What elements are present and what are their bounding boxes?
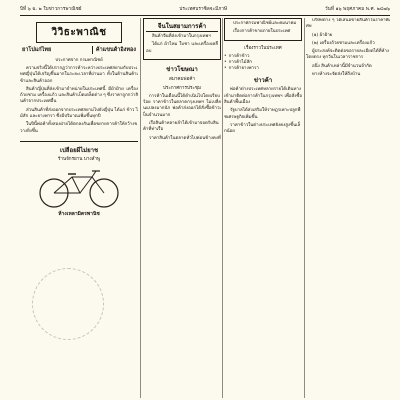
paragraph: ทางห้างจะจัดส่งให้ถึงบ้าน — [312, 72, 361, 78]
ad-subtitle: ร้านจักรยาน บางลำพู — [57, 156, 101, 162]
list-item: • การค้ายางพารา — [224, 66, 302, 72]
box-line: ประกาศกรมพาณิชย์และคมนาคม — [233, 21, 297, 26]
section-subtitle-2: ประกาศการประชุม — [163, 85, 201, 91]
header-rule — [20, 15, 390, 16]
column-divider — [222, 18, 223, 398]
paragraph: บริษัทต่าง ๆ ได้เสนอขายสินค้าในราคาพิเศษ — [306, 18, 390, 30]
paragraph: ส่วนสินค้าที่ส่งออกจากประเทศสยามไปยังญี่ปุ่น ได้แก่ ข้าว ไม้สัก และยางพารา ซึ่งมีปริมาณเพิ่มขึ้นทุกปี — [20, 107, 138, 120]
section-subtitle: สมาคมพ่อค้า — [169, 76, 195, 82]
section-masthead: วิวิธะพาณิช — [36, 22, 122, 43]
column-2 — [143, 18, 221, 400]
article-body — [224, 87, 302, 135]
bicycle-advertisement — [20, 141, 138, 218]
list-item: • การค้าไม้สัก — [224, 60, 302, 66]
boxed-notice — [224, 18, 302, 41]
paragraph: รัฐบาลได้ส่งเสริมให้ราษฎรเพาะปลูกพืชเศรษฐกิจเพิ่มขึ้น — [224, 108, 301, 120]
ink-stamp-mark — [32, 268, 104, 340]
article-body — [306, 18, 390, 78]
boxed-notice — [143, 18, 221, 60]
byline: ประกาศจาก กรมพาณิชย์ — [55, 58, 103, 63]
article-body — [143, 94, 221, 142]
paragraph: ราคาสินค้าในตลาดทั่วไปค่อนข้างคงที่ — [149, 135, 221, 141]
paragraph: พ่อค้าต่างประเทศหลายรายได้เดินทางเข้ามาติดต่อการค้าในกรุงเทพฯ เพื่อสั่งซื้อสินค้าพื้นเมือง — [224, 87, 302, 106]
bicycle-illustration — [34, 165, 124, 209]
article-body — [20, 66, 138, 135]
paragraph: ในปีนี้พ่อค้าทั้งสองฝ่ายได้ตกลงกันเพื่อขยายการค้าให้กว้างขวางยิ่งขึ้น — [20, 122, 138, 134]
header-right: วันที่ ๑๖ พฤศภาคม พ.ศ. ๒๔๗๖ — [324, 6, 390, 12]
box-body — [227, 21, 299, 36]
subheading-left: ยาโปแก่ไทย — [22, 47, 52, 53]
subheading-row — [22, 46, 136, 54]
section-title: ข่าวโฆษณา — [166, 65, 198, 73]
section-title: ข่าวค้า — [253, 77, 273, 85]
box-body — [146, 34, 218, 55]
ad-footer: ห้างเหลามิตรพานิช — [58, 210, 100, 217]
paragraph: สินค้าญี่ปุ่นที่ส่งเข้ามาจำหน่ายในประเทศนี้ มีผ้าฝ้าย เครื่องถ้วยชาม เครื่องแก้ว และสินค้าเบ็ดเตล็ดต่าง ๆ ซึ่งราคาถูกกว่าสินค้าจากประเทศอื่น — [20, 86, 138, 105]
paragraph: เรือสินค้าหลายลำได้เข้ามาจอดรับสินค้าที่ท่าเรือ — [143, 121, 219, 133]
column-3 — [224, 18, 302, 400]
box-line: ได้แก่ ผ้าไหม ใบชา และเครื่องเคลือบ — [146, 42, 218, 54]
header-left: ปีที่ ๖ ฉ. ๒ ใบข่าวการพาณิชย์ — [20, 6, 82, 12]
list-title: เรื่องราวในประเทศ — [244, 45, 282, 51]
list-item: • การค้าข้าว — [224, 54, 302, 60]
bullet-list — [224, 54, 302, 73]
box-title: จีนในสยามการค้า — [146, 21, 218, 32]
ad-title: เปลือยผีไม่ยาช — [59, 146, 99, 154]
paragraph: (๒) เครื่องถ้วยชามและเครื่องแก้ว — [312, 40, 375, 46]
page-header — [20, 3, 390, 15]
paragraph: ผู้ประสงค์จะติดต่อขอรายละเอียดได้ที่ห้างโดยตรง ทุกวันในเวลาราชการ — [306, 49, 390, 61]
box-line: เรื่องการค้าขายภายในประเทศ — [233, 29, 291, 35]
header-center: ประเทศบราซิลจะมีภาษี — [179, 6, 228, 12]
paragraph: การค้าในเดือนนี้ได้ดำเนินไปโดยเรียบร้อย ราคาข้าวในตลาดกรุงเทพฯ ไม่เปลี่ยนแปลงมากนัก พ่อค้าส่งออกได้สั่งซื้อข้าวเป็นจำนวนมาก — [143, 93, 221, 118]
column-divider — [304, 18, 305, 398]
column-1 — [20, 18, 138, 400]
box-line: สินค้าจีนที่ส่งเข้ามาในกรุงเทพฯ — [152, 34, 211, 39]
paragraph: ความจริงนี้ได้ปรากฏว่าการค้าระหว่างประเทศสยามกับประเทศญี่ปุ่นได้เจริญขึ้นมากในระยะเวลาที่ผ่านมา ทั้งในด้านสินค้าเข้าและสินค้าออก — [20, 66, 138, 84]
column-divider — [140, 18, 141, 398]
paragraph: ราคาข้าวในต่างประเทศยังคงสูงขึ้นเล็กน้อย — [224, 122, 301, 135]
subheading-right: ค้าแขนด้าอิงทอง — [92, 46, 136, 54]
column-4 — [306, 18, 390, 400]
paragraph: อนึ่ง สินค้าเหล่านี้มีจำนวนจำกัด — [312, 63, 372, 69]
paragraph: (๑) ผ้าฝ้าย — [312, 32, 333, 38]
